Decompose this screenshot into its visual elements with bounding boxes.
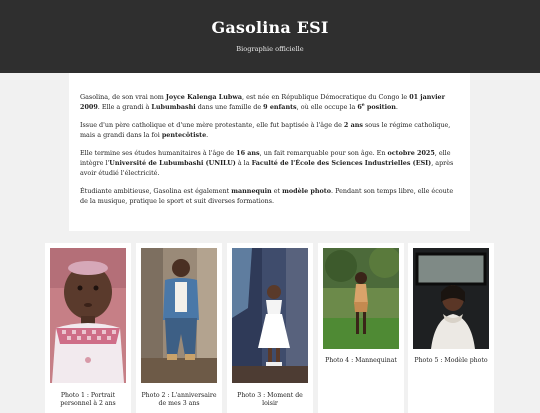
bio-text: Étudiante ambitieuse, Gasolina est également — [80, 187, 232, 195]
bio-paragraph-2 — [80, 120, 459, 140]
bio-text: à la — [235, 159, 252, 167]
bio-text: , un fait remarquable pour son âge. En — [259, 149, 388, 157]
bio-paragraph-3 — [80, 148, 459, 178]
real-name: Joyce Kalenga Lubwa — [165, 93, 243, 101]
photo-caption-3: Photo 3 : Moment de loisir — [237, 392, 303, 407]
bio-text: . Pendant son temps libre, elle écoute de la musique, pratique le sport et suit diverses formations. — [80, 187, 454, 205]
birthdate: 01 janvier 2009 — [80, 93, 445, 111]
bio-text: Gasolina, de son vrai nom — [80, 93, 166, 101]
photo-card-2[interactable] — [136, 243, 222, 413]
photo-card-4[interactable] — [318, 243, 404, 413]
birth-position — [357, 103, 396, 111]
photo-model-icon[interactable] — [413, 248, 489, 349]
role-model: mannequin — [231, 187, 272, 195]
siblings-count: 9 enfants — [263, 103, 297, 111]
bio-text: . — [206, 131, 209, 139]
portrait-photo-icon[interactable] — [50, 248, 126, 383]
position-superscript: e — [361, 102, 365, 108]
leisure-photo-icon[interactable] — [232, 248, 308, 383]
university: Université de Lubumbashi (UNILU) — [109, 159, 236, 167]
photo-caption-4: Photo 4 : Mannequinat — [325, 357, 397, 364]
bio-text: et — [271, 187, 283, 195]
enrollment-date: octobre 2025 — [387, 149, 435, 157]
photo-caption-2: Photo 2 : L'anniversaire de mes 3 ans — [141, 392, 217, 407]
bio-text: . Elle a grandi à — [97, 103, 152, 111]
photo-card-5[interactable] — [408, 243, 494, 413]
faith: pentecôtiste — [161, 131, 207, 139]
bio-text: Issue d'un père catholique et d'une mère protestante, elle fut baptisée à l'âge de — [80, 121, 344, 129]
bio-text: , est née en République Démocratique du Congo le — [242, 93, 410, 101]
city: Lubumbashi — [151, 103, 196, 111]
position-word: position — [364, 103, 396, 111]
biography-section — [69, 73, 470, 231]
bio-text: , elle intègre l' — [80, 149, 451, 167]
faculty: Faculté de l'École des Sciences Industrielles (ESI) — [251, 159, 432, 167]
bio-text: , où elle occupe la — [296, 103, 358, 111]
photo-card-3[interactable] — [227, 243, 313, 413]
bio-text: sous le régime catholique, mais a grandi dans la foi — [80, 121, 451, 139]
bio-paragraph-1 — [80, 92, 459, 112]
photo-caption-1: Photo 1 : Portrait personnel à 2 ans — [60, 392, 116, 407]
photo-gallery — [0, 243, 540, 405]
bio-text: dans une famille de — [195, 103, 264, 111]
bio-text: , après avoir étudié l'électricité. — [80, 159, 454, 177]
photo-card-1[interactable] — [45, 243, 131, 413]
role-photo-model: modèle photo — [282, 187, 331, 195]
photo-caption-5: Photo 5 : Modèle photo — [414, 357, 488, 364]
birthday-photo-icon[interactable] — [141, 248, 217, 383]
position-number: 6 — [357, 103, 362, 111]
modeling-photo-icon[interactable] — [323, 248, 399, 349]
bio-text: . — [395, 103, 398, 111]
site-title: Gasolina ESI — [211, 18, 329, 37]
site-subtitle: Biographie officielle — [236, 45, 304, 53]
bio-paragraph-4 — [80, 186, 459, 206]
site-header — [0, 0, 540, 73]
bio-text: Elle termine ses études humanitaires à l'âge de — [80, 149, 237, 157]
baptism-age: 2 ans — [343, 121, 363, 129]
graduation-age: 16 ans — [236, 149, 260, 157]
